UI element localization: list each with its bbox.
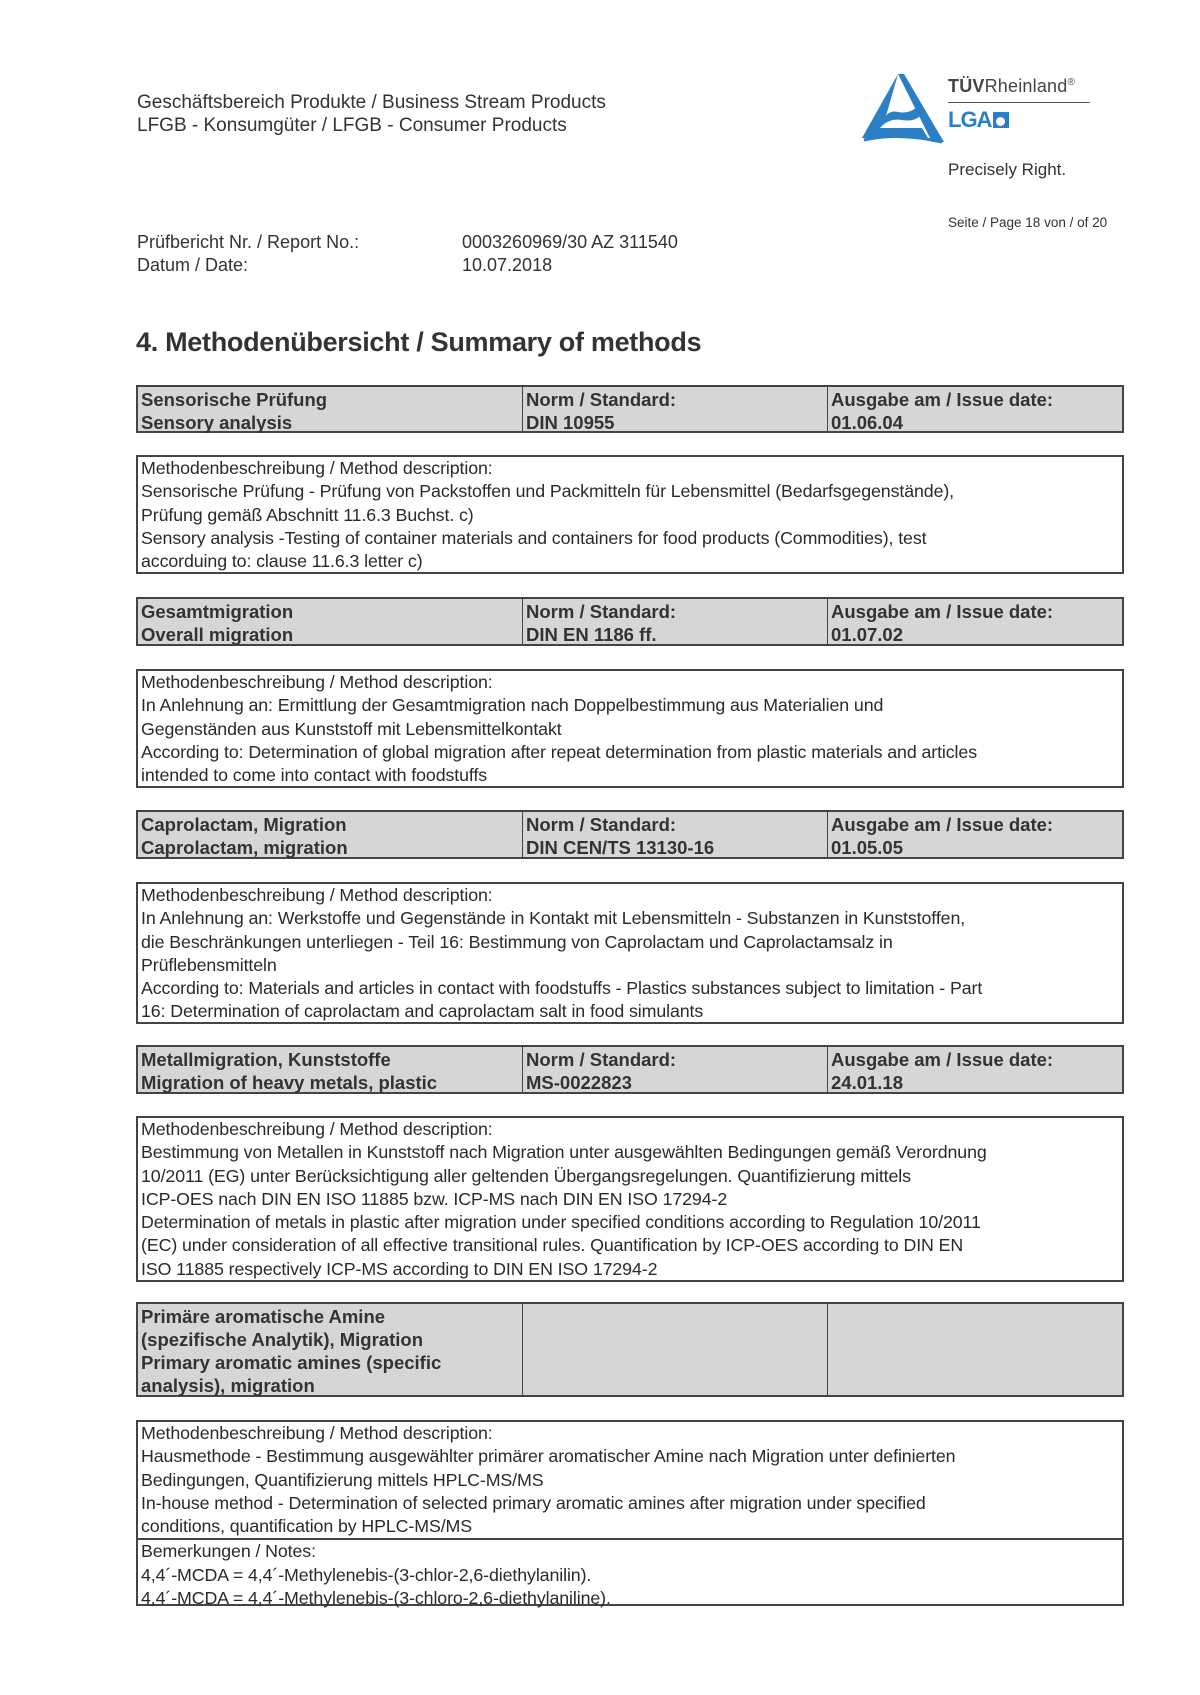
method-name-en: Sensory analysis	[141, 412, 293, 433]
report-no-value: 0003260969/30 AZ 311540	[462, 232, 678, 252]
norm-label: Norm / Standard:	[526, 814, 677, 835]
desc-line: Prüflebensmitteln	[141, 954, 277, 975]
desc-line: In Anlehnung an: Ermittlung der Gesamtmigration nach Doppelbestimmung aus Materialien und	[141, 695, 884, 716]
norm-value: DIN EN 1186 ff.	[526, 624, 657, 645]
desc-line: Sensorische Prüfung - Prüfung von Packstoffen und Packmitteln für Lebensmittel (Bedarfsgegenstände),	[141, 481, 955, 502]
desc-line: (EC) under consideration of all effective transitional rules. Quantification by ICP-OES according to DIN EN	[141, 1235, 964, 1256]
brand-block	[948, 76, 1090, 133]
method-name-line: Primary aromatic amines (specific	[141, 1352, 442, 1373]
method-description	[136, 1116, 1124, 1282]
issue-value: 01.06.04	[831, 412, 904, 433]
issue-value: 01.07.02	[831, 624, 904, 645]
method-header	[136, 1045, 1124, 1094]
tuv-rheinland-wordmark	[948, 76, 1090, 97]
tuv-text: TÜV	[948, 76, 985, 96]
lga-square-icon	[993, 112, 1009, 128]
desc-line: ICP-OES nach DIN EN ISO 11885 bzw. ICP-MS nach DIN EN ISO 17294-2	[141, 1188, 728, 1209]
method-header	[136, 810, 1124, 859]
desc-line: 16: Determination of caprolactam and caprolactam salt in food simulants	[141, 1001, 704, 1022]
lga-wordmark	[948, 107, 1090, 133]
brand-tagline: Precisely Right.	[948, 160, 1067, 179]
report-meta	[137, 231, 678, 277]
notes-section	[138, 1538, 1122, 1610]
desc-label: Methodenbeschreibung / Method description:	[141, 885, 493, 905]
desc-label: Methodenbeschreibung / Method description:	[141, 458, 493, 478]
date-value: 10.07.2018	[462, 255, 553, 275]
section-title: 4. Methodenübersicht / Summary of methods	[136, 327, 702, 357]
brand-divider	[948, 102, 1090, 103]
method-name-en: Overall migration	[141, 624, 294, 645]
issue-value: 01.05.05	[831, 837, 904, 858]
business-stream-header	[137, 91, 606, 137]
method-name-de: Metallmigration, Kunststoffe	[141, 1049, 391, 1070]
desc-line: Determination of metals in plastic after migration under specified conditions according to Regulation 10/2011	[141, 1212, 981, 1233]
desc-line: Sensory analysis -Testing of container materials and containers for food products (Commodities), test	[141, 527, 927, 548]
rheinland-text: Rheinland	[984, 76, 1068, 96]
desc-line: In Anlehnung an: Werkstoffe und Gegenstände in Kontakt mit Lebensmitteln - Substanzen in Kunststoffen,	[141, 908, 966, 929]
method-name-de: Caprolactam, Migration	[141, 814, 347, 835]
method-description	[136, 455, 1124, 574]
norm-value: DIN 10955	[526, 412, 615, 433]
desc-line: intended to come into contact with foodstuffs	[141, 765, 488, 786]
business-line: Geschäftsbereich Produkte / Business Stream Products	[137, 92, 606, 113]
issue-cell-empty	[828, 1304, 1122, 1395]
method-header	[136, 1302, 1124, 1397]
issue-label: Ausgabe am / Issue date:	[831, 601, 1054, 622]
desc-line: Bestimmung von Metallen in Kunststoff nach Migration unter ausgewählten Bedingungen gemäß Verordnung	[141, 1142, 987, 1163]
method-name-en: Migration of heavy metals, plastic	[141, 1072, 438, 1093]
desc-line: 10/2011 (EG) unter Berücksichtigung aller geltenden Übergangsregelungen. Quantifizierung mittels	[141, 1165, 911, 1186]
method-header	[136, 385, 1124, 433]
desc-line: Bedingungen, Quantifizierung mittels HPLC-MS/MS	[141, 1469, 544, 1490]
issue-value: 24.01.18	[831, 1072, 904, 1093]
norm-label: Norm / Standard:	[526, 601, 677, 622]
method-name-de: Gesamtmigration	[141, 601, 294, 622]
report-no-label: Prüfbericht Nr. / Report No.:	[137, 232, 360, 252]
method-header	[136, 597, 1124, 646]
desc-line: accorduing to: clause 11.6.3 letter c)	[141, 551, 423, 572]
desc-line: die Beschränkungen unterliegen - Teil 16: Bestimmung von Caprolactam und Caprolactamsalz in	[141, 931, 893, 952]
date-label: Datum / Date:	[137, 255, 249, 275]
registered-mark: ®	[1067, 77, 1076, 88]
desc-line: Gegenständen aus Kunststoff mit Lebensmittelkontakt	[141, 718, 562, 739]
desc-line: Prüfung gemäß Abschnitt 11.6.3 Buchst. c)	[141, 504, 474, 525]
notes-label: Bemerkungen / Notes:	[141, 1541, 316, 1562]
method-name-en: Caprolactam, migration	[141, 837, 348, 858]
norm-label: Norm / Standard:	[526, 1049, 677, 1070]
issue-label: Ausgabe am / Issue date:	[831, 389, 1054, 410]
desc-line: Hausmethode - Bestimmung ausgewählter primärer aromatischer Amine nach Migration unter definierten	[141, 1446, 956, 1467]
desc-label: Methodenbeschreibung / Method description:	[141, 672, 493, 692]
desc-line: In-house method - Determination of selected primary aromatic amines after migration under specified	[141, 1492, 926, 1513]
desc-label: Methodenbeschreibung / Method description:	[141, 1423, 493, 1443]
method-name-line: (spezifische Analytik), Migration	[141, 1329, 423, 1350]
method-description	[136, 1420, 1124, 1609]
norm-cell-empty	[523, 1304, 828, 1395]
desc-label: Methodenbeschreibung / Method description:	[141, 1119, 493, 1139]
business-line: LFGB - Konsumgüter / LFGB - Consumer Products	[137, 115, 567, 136]
issue-label: Ausgabe am / Issue date:	[831, 814, 1054, 835]
method-name-line: Primäre aromatische Amine	[141, 1306, 386, 1327]
desc-line: ISO 11885 respectively ICP-MS according to DIN EN ISO 17294-2	[141, 1258, 658, 1279]
desc-line: According to: Determination of global migration after repeat determination from plastic materials and articles	[141, 741, 977, 762]
desc-line: According to: Materials and articles in contact with foodstuffs - Plastics substances subject to limitation - Part	[141, 978, 983, 999]
notes-line: 4,4´-MCDA = 4,4´-Methylenebis-(3-chloro-2,6-diethylaniline).	[141, 1588, 611, 1609]
method-name-line: analysis), migration	[141, 1375, 315, 1396]
norm-value: MS-0022823	[526, 1072, 632, 1093]
issue-label: Ausgabe am / Issue date:	[831, 1049, 1054, 1070]
method-name-de: Sensorische Prüfung	[141, 389, 328, 410]
method-description	[136, 882, 1124, 1024]
tuv-triangle-logo-icon	[858, 72, 948, 144]
norm-value: DIN CEN/TS 13130-16	[526, 837, 715, 858]
notes-line: 4,4´-MCDA = 4,4´-Methylenebis-(3-chlor-2,6-diethylanilin).	[141, 1564, 592, 1585]
desc-line: conditions, quantification by HPLC-MS/MS	[141, 1516, 473, 1537]
norm-label: Norm / Standard:	[526, 389, 677, 410]
method-description	[136, 669, 1124, 788]
lga-text: LGA	[948, 107, 992, 132]
page-number: Seite / Page 18 von / of 20	[948, 215, 1108, 230]
